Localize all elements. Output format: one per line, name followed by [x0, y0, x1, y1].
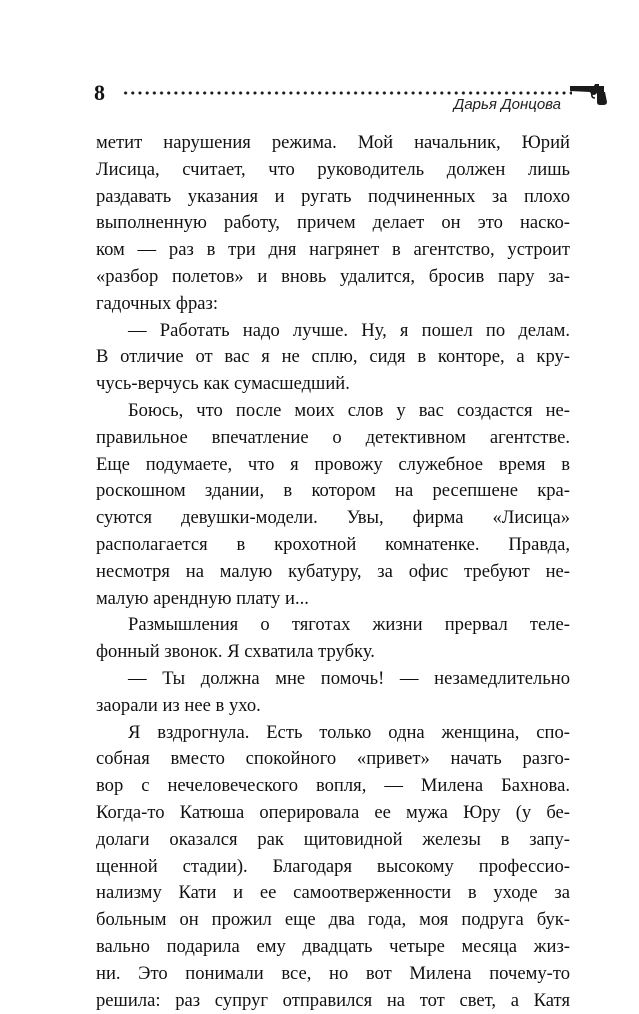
running-header-author: Дарья Донцова	[454, 96, 561, 114]
text-line: гадочных фраз:	[96, 291, 570, 318]
text-line: правильное впечатление о детективном агентстве.	[96, 425, 570, 452]
text-line: — Работать надо лучше. Ну, я пошел по делам.	[96, 318, 570, 345]
text-line: раздавать указания и ругать подчиненных за плохо	[96, 184, 570, 211]
dot-leader	[122, 91, 572, 95]
text-line: Когда-то Катюша оперировала ее мужа Юру (у бе-	[96, 800, 570, 827]
text-line: нализму Кати и ее самоотверженности в уходе за	[96, 880, 570, 907]
body-text	[96, 130, 570, 1014]
text-line: несмотря на малую кубатуру, за офис требуют не-	[96, 559, 570, 586]
text-line: В отличие от вас я не сплю, сидя в конторе, а кру-	[96, 344, 570, 371]
text-line: вально подарила ему двадцать четыре месяца жиз-	[96, 934, 570, 961]
text-line: собная вместо спокойного «привет» начать разго-	[96, 746, 570, 773]
text-line: долаги оказался рак щитовидной железы в запу-	[96, 827, 570, 854]
revolver-icon	[568, 80, 608, 106]
text-line: — Ты должна мне помочь! — незамедлительно	[96, 666, 570, 693]
text-line: роскошном здании, в котором на ресепшене кра-	[96, 478, 570, 505]
text-line: больным он прожил еще два года, моя подруга бук-	[96, 907, 570, 934]
text-line: Размышления о тяготах жизни прервал теле-	[96, 612, 570, 639]
text-line: суются девушки-модели. Увы, фирма «Лисица»	[96, 505, 570, 532]
text-line: заорали из нее в ухо.	[96, 693, 570, 720]
text-line: метит нарушения режима. Мой начальник, Юрий	[96, 130, 570, 157]
text-line: Я вздрогнула. Есть только одна женщина, спо-	[96, 720, 570, 747]
text-line: ком — раз в три дня нагрянет в агентство, устроит	[96, 237, 570, 264]
text-line: Лисица, считает, что руководитель должен лишь	[96, 157, 570, 184]
text-line: щенной стадии). Благодаря высокому профессио-	[96, 854, 570, 881]
text-line: решила: раз супруг отправился на тот свет, а Катя	[96, 988, 570, 1014]
text-line: выполненную работу, причем делает он это наско-	[96, 210, 570, 237]
text-line: «разбор полетов» и вновь удалится, бросив пару за-	[96, 264, 570, 291]
text-line: вор с нечеловеческого вопля, — Милена Бахнова.	[96, 773, 570, 800]
text-line: располагается в крохотной комнатенке. Правда,	[96, 532, 570, 559]
page-number: 8	[94, 80, 105, 106]
text-line: фонный звонок. Я схватила трубку.	[96, 639, 570, 666]
text-line: Еще подумаете, что я провожу служебное время в	[96, 452, 570, 479]
text-line: малую арендную плату и...	[96, 586, 570, 613]
text-line: ни. Это понимали все, но вот Милена почему-то	[96, 961, 570, 988]
text-line: чусь-верчусь как сумасшедший.	[96, 371, 570, 398]
text-line: Боюсь, что после моих слов у вас создастся не-	[96, 398, 570, 425]
